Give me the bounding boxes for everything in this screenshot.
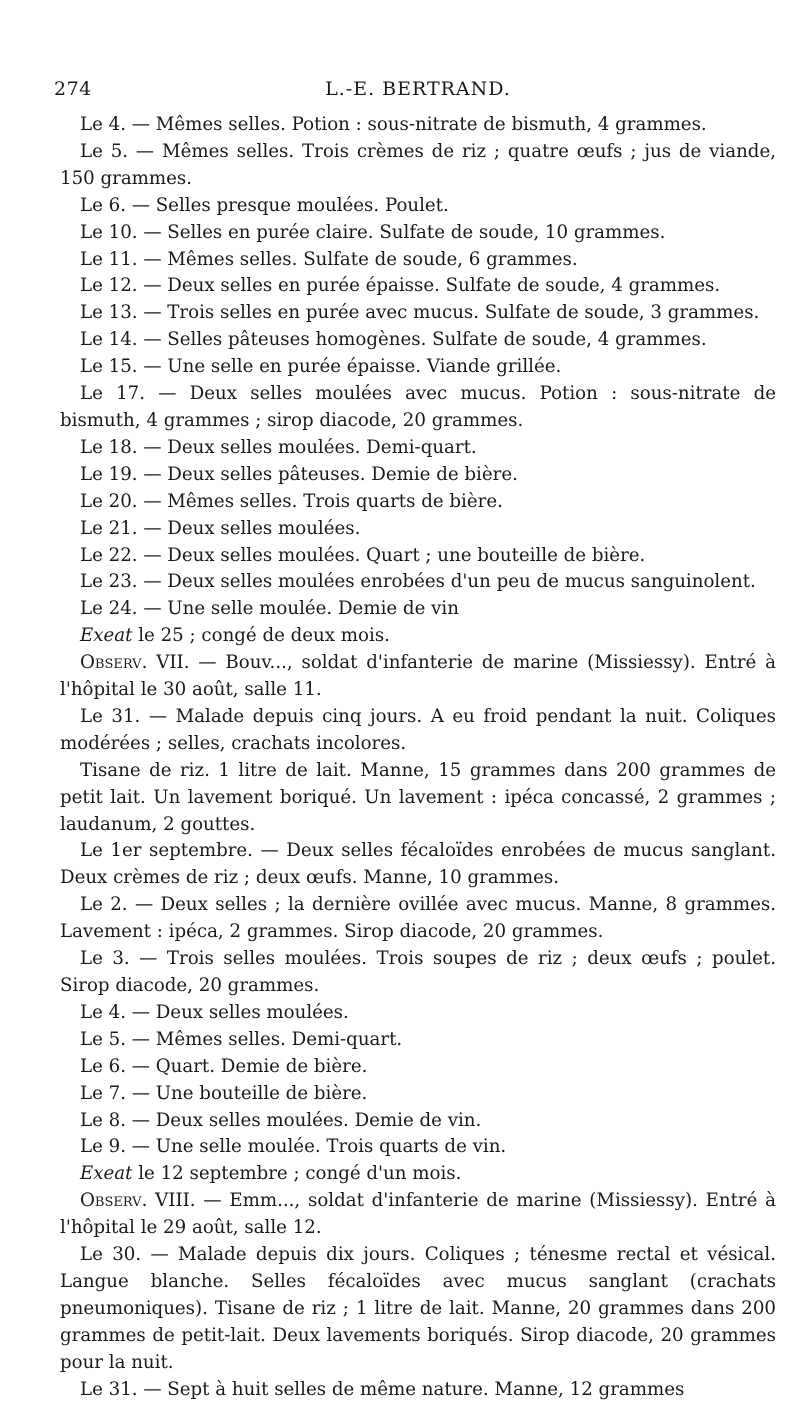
paragraph-text: Le 20. — Mêmes selles. Trois quarts de bière. [80, 490, 503, 512]
paragraph-text: Le 4. — Mêmes selles. Potion : sous-nitrate de bismuth, 4 grammes. [80, 114, 707, 135]
paragraph [60, 516, 776, 543]
paragraph-text: Le 17. — Deux selles moulées avec mucus. Potion : sous-nitrate de bismuth, 4 grammes ; sirop diacode, 20 grammes. [60, 383, 776, 431]
paragraph [60, 569, 776, 596]
paragraph [60, 1242, 776, 1377]
paragraph-text: Le 10. — Selles en purée claire. Sulfate de soude, 10 grammes. [80, 221, 666, 243]
paragraph-text: Le 19. — Deux selles pâteuses. Demie de bière. [80, 463, 518, 485]
paragraph [60, 1377, 776, 1404]
page-number: 274 [54, 78, 92, 100]
paragraph-text: Le 6. — Quart. Demie de bière. [80, 1055, 368, 1077]
paragraph-text: Le 11. — Mêmes selles. Sulfate de soude, 6 grammes. [80, 248, 578, 270]
running-title: L.-E. BERTRAND. [325, 78, 511, 100]
italic-term: Exeat [80, 625, 133, 647]
observation-heading: Observ. VII. [80, 652, 190, 674]
paragraph-text: Le 6. — Selles presque moulées. Poulet. [80, 194, 449, 216]
paragraph [60, 139, 776, 193]
paragraph-text: Le 14. — Selles pâteuses homogènes. Sulfate de soude, 4 grammes. [80, 329, 707, 351]
paragraph [60, 543, 776, 570]
paragraph-text: Le 12. — Deux selles en purée épaisse. Sulfate de soude, 4 grammes. [80, 275, 721, 297]
paragraph-text: le 12 septembre ; congé d'un mois. [132, 1163, 462, 1185]
paragraph [60, 1081, 776, 1108]
paragraph-text: Le 4. — Deux selles moulées. [80, 1001, 349, 1023]
paragraph [60, 650, 776, 704]
paragraph [60, 623, 776, 650]
paragraph-text: Le 5. — Mêmes selles. Demi-quart. [80, 1028, 403, 1050]
paragraph-text: le 25 ; congé de deux mois. [132, 625, 390, 647]
paragraph-text: Le 31. — Malade depuis cinq jours. A eu froid pendant la nuit. Coliques modérées ; selles, crachats incolores. [60, 705, 776, 754]
paragraph-text: Le 21. — Deux selles moulées. [80, 517, 361, 539]
paragraph [60, 1108, 776, 1135]
paragraph-text: Le 23. — Deux selles moulées enrobées d'un peu de mucus sanguinolent. [80, 571, 756, 593]
paragraph [60, 193, 776, 220]
page-body [60, 112, 776, 1404]
paragraph [60, 220, 776, 247]
paragraph [60, 838, 776, 892]
paragraph-text: Tisane de riz. 1 litre de lait. Manne, 15 grammes dans 200 grammes de petit lait. Un lavement boriqué. Un lavement : ipéca concassé, 2 grammes ; laudanum, 2 gouttes. [60, 759, 776, 835]
paragraph [60, 596, 776, 623]
paragraph [60, 300, 776, 327]
italic-term: Exeat [80, 1163, 133, 1185]
paragraph [60, 112, 776, 139]
paragraph [60, 1000, 776, 1027]
paragraph-text: Le 7. — Une bouteille de bière. [80, 1082, 368, 1104]
paragraph [60, 489, 776, 516]
paragraph [60, 758, 776, 839]
paragraph [60, 327, 776, 354]
paragraph [60, 273, 776, 300]
paragraph-text: Le 22. — Deux selles moulées. Quart ; une bouteille de bière. [80, 544, 646, 566]
paragraph [60, 892, 776, 946]
paragraph [60, 1134, 776, 1161]
paragraph [60, 1188, 776, 1242]
paragraph-text: Le 3. — Trois selles moulées. Trois soupes de riz ; deux œufs ; poulet. Sirop diacode, 20 grammes. [60, 948, 776, 996]
paragraph-text: Le 8. — Deux selles moulées. Demie de vin. [80, 1109, 482, 1131]
paragraph-text: Le 15. — Une selle en purée épaisse. Viande grillée. [80, 356, 562, 378]
paragraph-text: Le 2. — Deux selles ; la dernière ovillée avec mucus. Manne, 8 grammes. Lavement : ipéca, 2 grammes. Sirop diacode, 20 grammes. [60, 894, 776, 943]
paragraph-text: Le 24. — Une selle moulée. Demie de vin [80, 598, 459, 620]
paragraph [60, 1027, 776, 1054]
paragraph-text: Le 13. — Trois selles en purée avec mucus. Sulfate de soude, 3 grammes. [80, 302, 760, 324]
paragraph [60, 946, 776, 1000]
paragraph [60, 354, 776, 381]
paragraph [60, 1161, 776, 1188]
paragraph-text: Le 30. — Malade depuis dix jours. Coliques ; ténesme rectal et vésical. Langue blanche. Selles fécaloïdes avec mucus sanglant (crachats pneumoniques). Tisane de riz ; 1 litre de lait. Manne, 20 grammes dans 200 grammes de petit-lait. Deux lavements boriqués. Sirop diacode, 20 grammes pour la nuit. [60, 1244, 776, 1373]
paragraph-text: Le 9. — Une selle moulée. Trois quarts de vin. [80, 1136, 507, 1158]
paragraph [60, 1054, 776, 1081]
paragraph [60, 462, 776, 489]
observation-heading: Observ. VIII. [80, 1190, 196, 1212]
paragraph [60, 704, 776, 758]
paragraph-text: Le 31. — Sept à huit selles de même nature. Manne, 12 grammes [80, 1378, 685, 1400]
paragraph-text: Le 1er septembre. — Deux selles fécaloïdes enrobées de mucus sanglant. Deux crèmes de riz ; deux œufs. Manne, 10 grammes. [60, 840, 776, 889]
paragraph [60, 247, 776, 274]
paragraph-text: — Bouv..., soldat d'infanterie de marine (Missiessy). Entré à l'hôpital le 30 août, salle 11. [60, 652, 777, 701]
paragraph [60, 435, 776, 462]
paragraph-text: Le 5. — Mêmes selles. Trois crèmes de riz ; quatre œufs ; jus de viande, 150 grammes. [60, 140, 776, 189]
running-header [54, 78, 776, 112]
paragraph-text: Le 18. — Deux selles moulées. Demi-quart. [80, 436, 477, 458]
paragraph-text: — Emm..., soldat d'infanterie de marine (Missiessy). Entré à l'hôpital le 29 août, salle 12. [60, 1190, 776, 1239]
paragraph [60, 381, 776, 435]
